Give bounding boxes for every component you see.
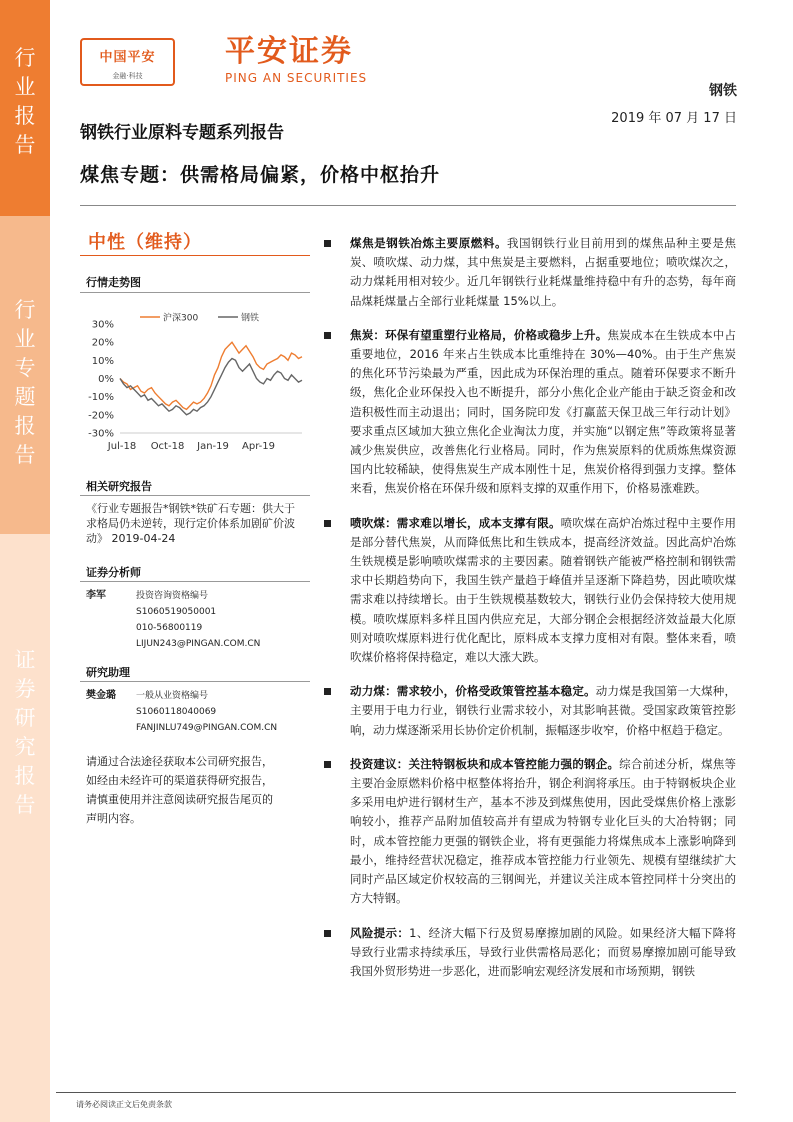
- key-point-lead: 动力煤：需求较小，价格受政策管控基本稳定。: [350, 684, 596, 699]
- key-points: [322, 234, 736, 996]
- brand-name: [225, 34, 367, 85]
- sidebar-category-special-report: 行业专题报告: [0, 216, 50, 534]
- key-point-6: [322, 924, 736, 982]
- legend-label: 沪深300: [163, 313, 199, 324]
- report-date: 2019 年 07 月 17 日: [611, 111, 737, 126]
- ping-an-logo: 中国平安 金融·科技: [80, 38, 175, 86]
- chart-title-underline: [80, 292, 310, 293]
- related-label: 相关研究报告: [86, 480, 152, 493]
- key-point-4: [322, 682, 736, 740]
- bullet-square-icon: [324, 761, 331, 768]
- analyst-name: 李军: [86, 590, 106, 601]
- footer-divider: [56, 1092, 736, 1093]
- analyst-label: 证券分析师: [86, 566, 141, 579]
- sidebar-category-research-report: 证券研究报告: [0, 534, 50, 1122]
- assistant-info: 一般从业资格编号 S1060118040069 FANJINLU749@PINGAN.COM.CN: [136, 688, 326, 736]
- assistant-email: FANJINLU749@PINGAN.COM.CN: [136, 723, 278, 733]
- key-point-body: 喷吹煤在高炉冶炼过程中主要作用是部分替代焦炭，从而降低焦比和生铁成本，提高经济效益。因此高炉冶炼生铁规模是影响喷吹煤需求的主要因素。随着钢铁产能被严格控制和钢铁需求中长期趋势向下，我国生铁产量趋于峰值并呈逐渐下降趋势，因此喷吹煤需求难以持续增长。由于生铁规模基数较大，钢铁行业仍会保持较大使用规模。喷吹煤原料多样且国内供应充足，大部分钢企会根据经济效益最大化原则对喷吹煤原料进行优化配比，原料成本支撑力度相对有限。整体来看，喷吹煤价格将保持稳定，难以大涨大跌。: [350, 515, 736, 665]
- key-point-1: [322, 234, 736, 311]
- page-title: 煤焦专题：供需格局偏紧，价格中枢抬升: [80, 164, 441, 186]
- key-point-lead: 喷吹煤：需求难以增长，成本支撑有限。: [350, 515, 561, 530]
- key-point-lead: 煤焦是钢铁冶炼主要原燃料。: [350, 236, 508, 250]
- analyst-underline: [80, 581, 310, 582]
- key-point-body: 我国钢铁行业目前用到的煤焦品种主要是焦炭、喷吹煤、动力煤，其中焦炭是主要燃料，占据重要地位；喷吹煤次之，动力煤耗用相对较少。近几年钢铁行业耗煤量维持稳中有升的态势，每年商品煤耗煤量占全部行业耗煤量 15%以上。: [350, 236, 736, 308]
- x-tick-label: Jul-18: [107, 441, 137, 452]
- key-point-lead: 焦炭：环保有望重塑行业格局，价格或稳步上升。: [350, 327, 608, 342]
- key-point-body: 综合前述分析，煤焦等主要冶金原燃料价格中枢整体将抬升，钢企利润将承压。由于特钢板块企业多采用电炉进行钢材生产，基本不涉及到煤焦使用，因此受煤焦价格上涨影响较小，推荐产品附加值较高并有望成为特钢专业化巨头的大冶特钢；同时，成本管控能力更强的钢铁企业，将有更强能力将煤焦成本上涨影响降到最小，维持经营状况稳定，推荐成本管控能力行业领先、规模有望继续扩大同时产品区域定价权较高的三钢闽光，并建议关注成本管控同样十分突出的方大特钢。: [350, 756, 736, 906]
- y-tick-label: -20%: [88, 410, 114, 422]
- series-title: 钢铁行业原料专题系列报告: [80, 123, 284, 143]
- chart-title: 行情走势图: [86, 276, 141, 289]
- x-tick-label: Apr-19: [242, 441, 275, 452]
- y-tick-label: 30%: [91, 319, 114, 331]
- y-tick-label: -30%: [88, 428, 114, 440]
- sector-label: 钢铁: [709, 83, 737, 99]
- brand-en: PING AN SECURITIES: [225, 71, 368, 85]
- header-divider: [80, 205, 736, 206]
- legend-label: 钢铁: [241, 313, 260, 324]
- related-report: 《行业专题报告*钢铁*铁矿石专题：供大于求格局仍未逆转，现行定价体系加剧矿价波动》 2019-04-24: [86, 502, 295, 545]
- x-tick-label: Jan-19: [197, 441, 229, 452]
- rating: 中性（维持）: [88, 232, 202, 253]
- bullet-square-icon: [324, 688, 331, 695]
- key-point-body: 动力煤是我国第一大煤种，主要用于电力行业，钢铁行业需求较小，对其影响甚微。受国家政策管控影响，动力煤逐渐采用长协价定价机制，振幅逐步收窄，价格中枢趋于稳定。: [350, 684, 736, 737]
- bullet-square-icon: [324, 930, 331, 937]
- bullet-square-icon: [324, 332, 331, 339]
- key-point-3: [322, 514, 736, 668]
- left-sidebar: [0, 0, 50, 1122]
- market-trend-chart: [80, 300, 310, 455]
- key-point-body: 焦炭成本在生铁成本中占重要地位，2016 年来占生铁成本比重维持在 30%—40%。由于生产焦炭的焦化环节污染最为严重，因此成为环保治理的重点。随着环保要求不断升级，焦化企业环保投入也不断提升，部分小焦化企业产能由于缺乏资金和改造积极性而主动退出；同时，国务院印发《打赢蓝天保卫战三年行动计划》要求重点区域加大独立焦化企业淘汰力度，并实施“以钢定焦”等政策将显著减少焦炭供应，改善焦化行业格局。同时，作为焦炭原料的优质炼焦煤资源国内比较稀缺，使得焦炭生产成本刚性十足，焦炭价格得到强力支撑。整体来看，焦炭价格在环保升级和原料支撑的双重作用下，价格易涨难跌。: [350, 327, 736, 496]
- footer-text: 请务必阅读正文后免责条款: [76, 1100, 172, 1109]
- key-point-lead: 风险提示：: [350, 925, 410, 940]
- analyst-email: LIJUN243@PINGAN.COM.CN: [136, 639, 261, 649]
- key-point-5: [322, 755, 736, 909]
- disclaimer-notice: 请通过合法途径获取本公司研究报告，如经由未经许可的渠道获得研究报告，请慎重使用并注意阅读研究报告尾页的声明内容。: [86, 755, 273, 825]
- key-point-2: [322, 326, 736, 499]
- key-point-lead: 投资建议：关注特钢板块和成本管控能力强的钢企。: [350, 756, 620, 771]
- y-tick-label: 20%: [91, 337, 114, 349]
- related-underline: [80, 495, 310, 496]
- bullet-square-icon: [324, 520, 331, 527]
- assistant-name: 樊金璐: [86, 690, 116, 701]
- y-tick-label: 0%: [98, 374, 114, 385]
- sidebar-category-industry-report: 行业报告: [0, 0, 50, 216]
- y-tick-label: -10%: [88, 392, 114, 404]
- x-tick-label: Oct-18: [150, 441, 185, 452]
- rating-underline: [80, 255, 310, 256]
- bullet-square-icon: [324, 240, 331, 247]
- key-point-body: 1、经济大幅下行及贸易摩擦加剧的风险。如果经济大幅下降将导致行业需求持续承压，导致行业供需格局恶化；而贸易摩擦加剧可能导致我国外贸形势进一步恶化，进而影响宏观经济发展和市场预期，钢铁: [350, 925, 736, 978]
- brand-cn: 平安证券: [225, 34, 353, 69]
- analyst-info: 投资咨询资格编号 S1060519050001 010-56800119 LIJUN243@PINGAN.COM.CN: [136, 588, 326, 652]
- assistant-underline: [80, 681, 310, 682]
- assistant-label: 研究助理: [86, 666, 130, 679]
- y-tick-label: 10%: [91, 355, 114, 367]
